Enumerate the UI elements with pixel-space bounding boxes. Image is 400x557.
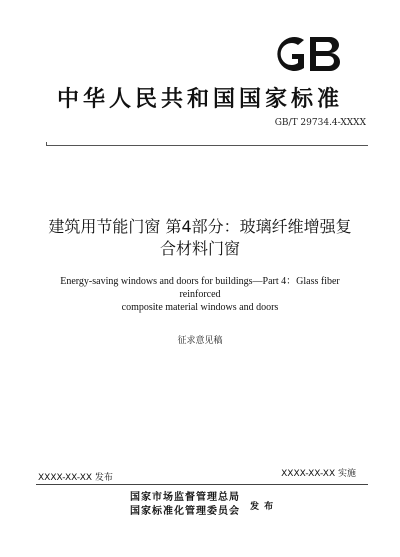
header-divider-mark — [46, 142, 47, 145]
issuer-line1: 国家市场监督管理总局 — [130, 492, 240, 503]
header-divider — [46, 145, 368, 146]
issue-date: XXXX-XX-XX 发布 — [38, 473, 113, 483]
english-title — [50, 275, 350, 314]
gb-logo-icon — [268, 32, 346, 76]
english-title-line2: composite material windows and doors — [121, 302, 279, 313]
issuer-line2: 国家标准化管理委员会 — [130, 506, 240, 517]
english-title-line1: Energy-saving windows and doors for buildings—Part 4：Glass fiber reinforced — [60, 276, 340, 300]
issuer-suffix: 发 布 — [250, 501, 275, 512]
standard-number: GB/T 29734.4-XXXX — [274, 118, 366, 128]
chinese-title-line2: 合材料门窗 — [159, 239, 240, 258]
implementation-date: XXXX-XX-XX 实施 — [281, 469, 356, 479]
issuer-block — [130, 491, 274, 519]
chinese-title-line1: 建筑用节能门窗 第4部分：玻璃纤维增强复 — [48, 217, 352, 236]
footer-divider — [36, 484, 368, 485]
issuer-names — [130, 491, 240, 519]
chinese-title — [40, 216, 360, 260]
draft-status-label: 征求意见稿 — [177, 336, 223, 346]
national-standard-title: 中华人民共和国国家标准 — [56, 87, 343, 112]
